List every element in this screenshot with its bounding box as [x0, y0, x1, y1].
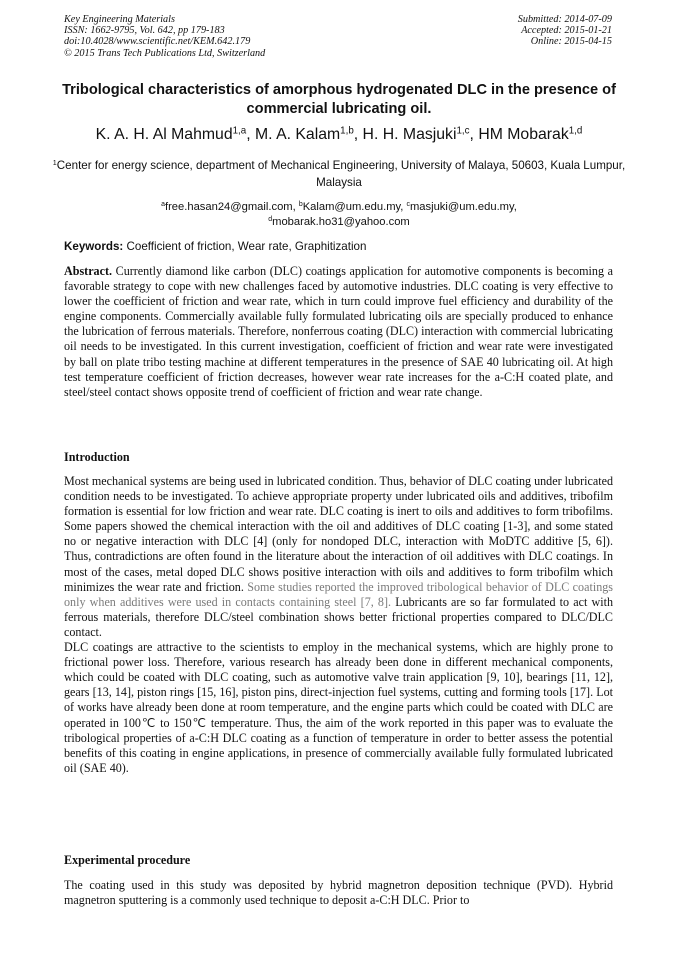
abstract-label: Abstract. — [64, 264, 113, 278]
author-name: HM Mobarak — [478, 126, 569, 143]
journal-copyright: © 2015 Trans Tech Publications Ltd, Switzerland — [64, 47, 266, 59]
affiliation-text: Center for energy science, department of Mechanical Engineering, University of Malaya, 50603, Kuala Lumpur, Malaysia — [56, 159, 626, 189]
author-list: K. A. H. Al Mahmud$^{1,a}$, M. A. Kalam$^{1,b}$, H. H. Masjuki$^{1,c}$, HM Mobarak$^{1,d}$ — [95, 125, 583, 143]
author-affiliation-marker: 1,c — [456, 125, 470, 137]
introduction-paragraph-1 — [64, 474, 613, 640]
email-list: $^a$free.hasan24@gmail.com, $^b$Kalam@um.edu.my, $^c$masjuki@um.edu.my, $^d$mobarak.ho31@yahoo.com — [161, 201, 517, 228]
email-link[interactable]: masjuki@um.edu.my — [409, 201, 514, 213]
paper-title: Tribological characteristics of amorphous hydrogenated DLC in the presence of commercial lubricating oil. — [62, 82, 616, 117]
author-affiliation-marker: 1,d — [568, 125, 583, 137]
keywords-text: Coefficient of friction, Wear rate, Graphitization — [126, 240, 367, 253]
email-marker: d — [268, 216, 273, 224]
email-link[interactable]: Kalam@um.edu.my — [302, 201, 401, 213]
date-submitted: Submitted: 2014-07-09 — [517, 14, 612, 25]
keywords — [64, 240, 614, 254]
affiliation — [50, 157, 628, 191]
introduction-text: Most mechanical systems are being used in lubricated condition. Thus, behavior of DLC coating under lubricated condition needs to be investigated. To achieve appropriate property under lubricated oils and additives, tribofilm formation is essential for low friction and wear rate. DLC coating is inert to oils and additives to form tribofilms. Some papers showed the chemical interaction with the oil and additives of DLC coating [1-3], and some stated no or negative interaction with DLC [4] (only for nondoped DLC, interaction with MoDTC additive [5, 6]). Thus, contradictions are often found in the literature about the interaction of oil additives with DLC coatings. In most of the cases, metal doped DLC shows positive interaction with oils and additives to form tribofilm which minimizes the wear rate and friction. — [64, 474, 613, 594]
keywords-label: Keywords: — [64, 240, 124, 253]
journal-issn: ISSN: 1662-9795, Vol. 642, pp 179-183 — [64, 25, 225, 37]
email-link[interactable]: mobarak.ho31@yahoo.com — [272, 216, 410, 228]
introduction-paragraph-2: DLC coatings are attractive to the scientists to employ in the mechanical systems, which are highly prone to frictional power loss. Therefore, various research has already been done in different mechanical components, which could be coated with DLC coating, such as automotive valve train application [9, 10], bearings [11, 12], gears [13, 14], piston rings [15, 16], piston pins, direct-injection fuel systems, cutting and forming tools [17]. Lot of works have already been done at room temperature, and the engine parts which could be coated with DLC are operated in 100℃ to 150℃ temperature. Thus, the aim of the work reported in this paper was to evaluate the tribological properties of a-C:H DLC coating as a function of temperature in order to better assess the potential benefits of this coating in engine applications, in presence of commercially available fully formulated lubricated oil (SAE 40). — [64, 640, 613, 775]
date-accepted: Accepted: 2015-01-21 — [521, 25, 612, 37]
author-name: H. H. Masjuki — [362, 126, 457, 143]
email-link[interactable]: free.hasan24@gmail.com — [164, 201, 293, 213]
abstract — [64, 264, 613, 400]
introduction-text: Lubricants are so far formulated to act with ferrous materials, therefore DLC/steel combination shows better frictional properties compared to DLC/DLC contact. — [64, 594, 613, 639]
introduction-highlighted-text: Some studies reported the improved tribological behavior of DLC coatings only when additives were used in contacts containing steel [7, 8]. — [64, 579, 613, 609]
email-marker: a — [161, 201, 165, 209]
author-affiliation-marker: 1,b — [340, 125, 354, 137]
abstract-text: Currently diamond like carbon (DLC) coatings application for automotive components is becoming a favorable strategy to cope with new challenges faced by automotive industries. DLC coating is very effective to lower the coefficient of friction and wear rate, which in turn could improve fuel efficiency and durability of the engine components. Commercially available fully formulated lubricating oils are specially produced to enhance the lubrication of ferrous materials. Therefore, nonferrous coating (DLC) interaction with commercial lubricating oil needs to be investigated. In this current investigation, coefficient of friction and wear rate were investigated by ball on plate tribo testing machine at different temperatures in the presence of SAE 40 lubricating oil. At high test temperature coefficient of friction decreases, however wear rate increases for the a-C:H coated plate, and steel/steel contact shows opposite trend of coefficient of friction and wear rate change. — [64, 264, 613, 399]
experimental-body: The coating used in this study was deposited by hybrid magnetron deposition technique (PVD). Hybrid magnetron sputtering is a commonly used technique to deposit a-C:H DLC. Prior to — [64, 878, 613, 908]
author-name: M. A. Kalam — [255, 126, 341, 143]
affiliation-marker: 1 — [52, 158, 57, 168]
journal-name: Key Engineering Materials — [64, 14, 175, 25]
introduction-body — [64, 474, 613, 776]
email-marker: c — [406, 201, 410, 209]
date-online: Online: 2015-04-15 — [530, 36, 612, 48]
publication-dates — [518, 14, 612, 48]
journal-info — [64, 14, 265, 59]
experimental-heading: Experimental procedure — [64, 853, 191, 867]
author-name: K. A. H. Al Mahmud — [95, 126, 233, 143]
introduction-heading: Introduction — [64, 450, 130, 464]
author-affiliation-marker: 1,a — [232, 125, 247, 137]
email-marker: b — [298, 201, 303, 209]
journal-doi: doi:10.4028/www.scientific.net/KEM.642.179 — [64, 36, 251, 48]
